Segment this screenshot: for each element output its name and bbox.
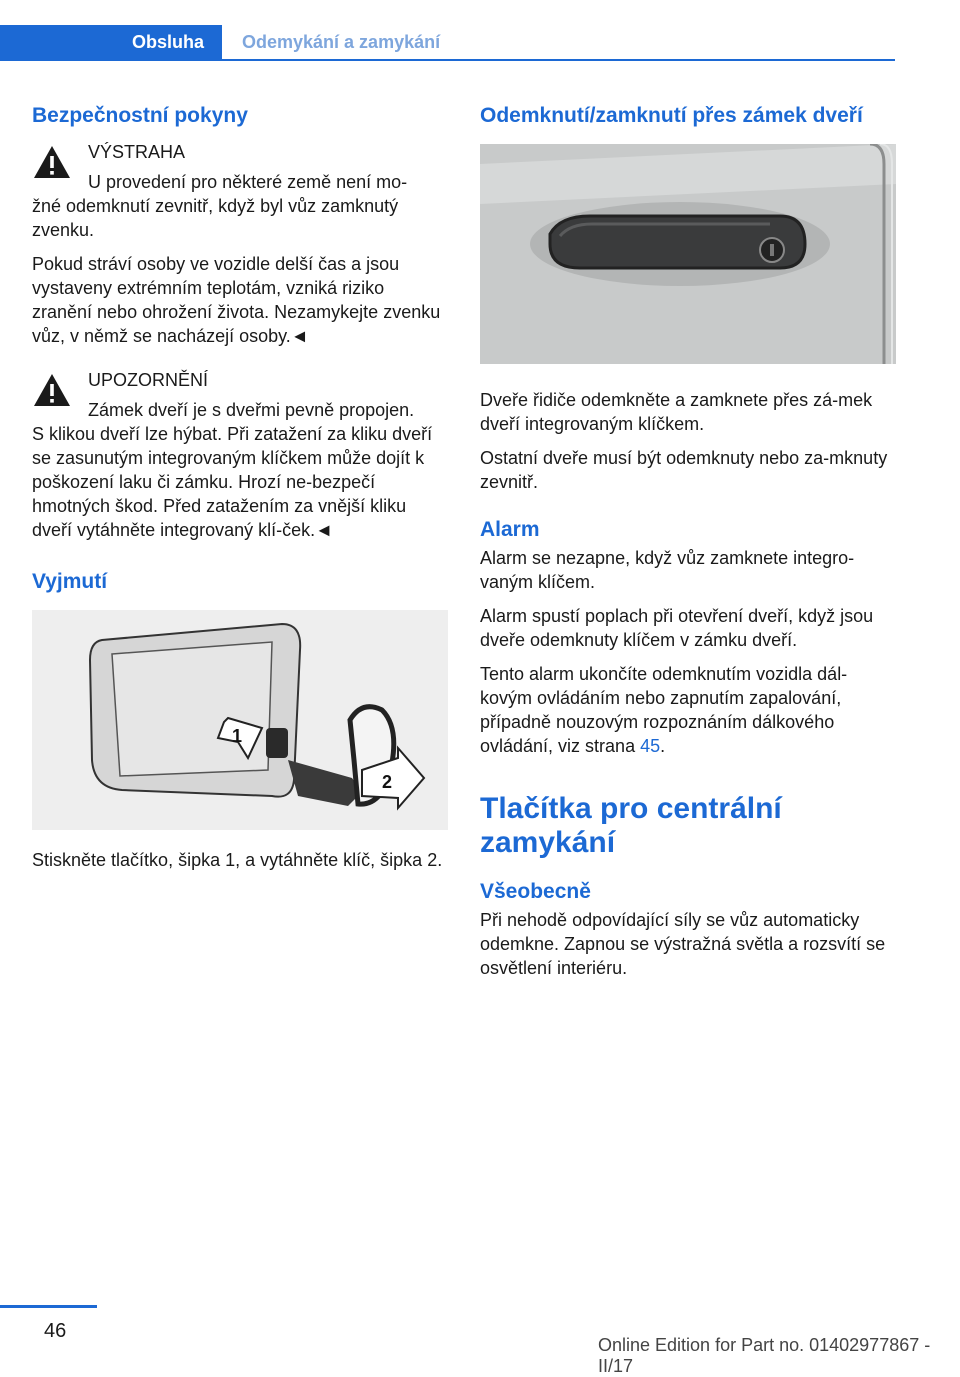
general-heading: Všeobecně xyxy=(480,880,591,903)
caution-text: S klikou dveří lze hýbat. Při zatažení za kliku dveří se zasunutým integrovaným klíčkem může dojít k poškození laku či zámku. Hrozí ne‐bezpečí hmotných škod. Před zatažením za vnější kliku dveří vytáhněte integrovaný klí‐ček.◄ xyxy=(32,424,433,540)
edition-note: Online Edition for Part no. 01402977867 - II/17 xyxy=(598,1335,931,1376)
warning-triangle-icon xyxy=(32,144,72,180)
section-tab-label: Obsluha xyxy=(131,32,204,52)
alarm-text xyxy=(480,662,896,758)
arrow-1-label: 1 xyxy=(232,726,243,746)
key-removal-figure xyxy=(32,610,448,830)
warning-text-first-line: U provedení pro některé země není mo‐ xyxy=(88,172,408,192)
page-reference-link[interactable]: 45 xyxy=(640,736,661,756)
arrow-2-label: 2 xyxy=(382,772,393,792)
key-illustration xyxy=(32,610,448,830)
warning-text: Pokud stráví osoby ve vozidle delší čas a jsou vystaveny extrémním teplotám, vzniká riziko zranění nebo ohrožení života. Nezamykejte zvenku vůz, v němž se nacházejí osoby.◄ xyxy=(32,254,441,346)
door-text: Dveře řidiče odemkněte a zamknete přes zá‐mek dveří integrovaným klíčkem. xyxy=(480,390,873,434)
section-tab-active[interactable] xyxy=(0,25,222,61)
safety-heading: Bezpečnostní pokyny xyxy=(32,104,248,127)
door-text: Ostatní dveře musí být odemknuty nebo za‐mknuty zevnitř. xyxy=(480,448,888,492)
warning-block xyxy=(32,140,448,194)
header-rule xyxy=(222,59,895,61)
general-text: Při nehodě odpovídající síly se vůz automaticky odemkne. Zapnou se výstražná světla a rozsvítí se osvětlení interiéru. xyxy=(480,910,886,978)
alarm-text: Alarm se nezapne, když vůz zamknete integro‐vaným klíčem. xyxy=(480,548,855,592)
page-header xyxy=(0,25,895,61)
footer-rule xyxy=(0,1305,97,1308)
right-column xyxy=(480,102,896,990)
door-handle-illustration xyxy=(480,144,896,364)
warning-triangle-icon xyxy=(32,372,72,408)
caution-title: UPOZORNĚNÍ xyxy=(88,370,209,390)
door-handle-figure xyxy=(480,144,896,364)
removal-text: Stiskněte tlačítko, šipka 1, a vytáhněte klíč, šipka 2. xyxy=(32,850,443,870)
door-lock-heading: Odemknutí/zamknutí přes zámek dveří xyxy=(480,104,863,127)
caution-block xyxy=(32,368,448,422)
removal-heading: Vyjmutí xyxy=(32,570,108,593)
warning-title: VÝSTRAHA xyxy=(88,142,186,162)
alarm-heading: Alarm xyxy=(480,518,540,541)
page-number: 46 xyxy=(44,1320,67,1342)
alarm-text: Alarm spustí poplach při otevření dveří, když jsou dveře odemknuty klíčem v zámku dveří. xyxy=(480,606,874,650)
central-locking-heading: Tlačítka pro centrální zamykání xyxy=(480,792,782,859)
alarm-text-body: Tento alarm ukončíte odemknutím vozidla dál‐kovým ovládáním nebo zapnutím zapalování, případně nouzovým rozpoznáním dálkového ovládání, viz strana xyxy=(480,664,848,756)
caution-text-first-line: Zámek dveří je s dveřmi pevně propojen. xyxy=(88,400,415,420)
section-tab-inactive[interactable]: Odemykání a zamykání xyxy=(242,32,441,52)
left-column xyxy=(32,102,448,882)
alarm-text-end: . xyxy=(660,736,666,756)
warning-text: žné odemknutí zevnitř, když byl vůz zamknutý zvenku. xyxy=(32,196,399,240)
